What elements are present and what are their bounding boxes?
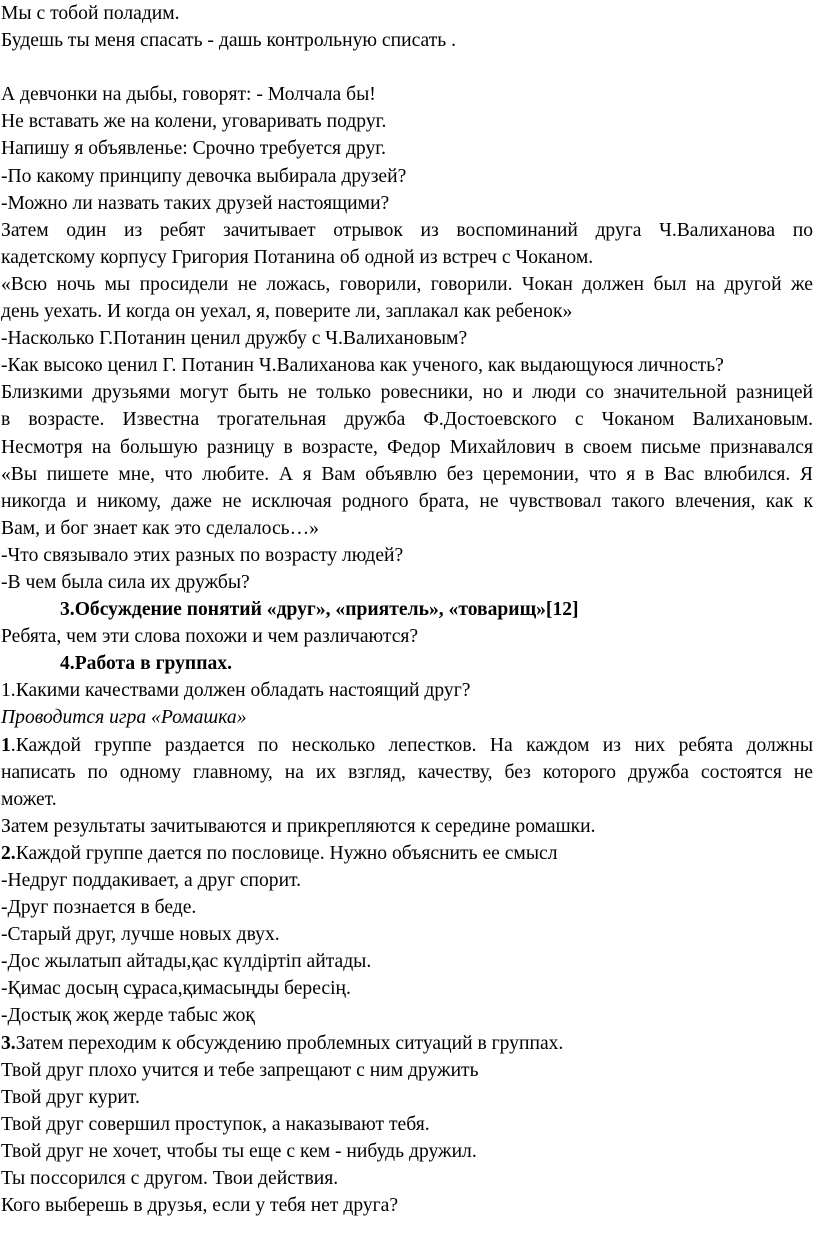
task-line [1,732,813,759]
text-line: в возрасте. Известна трогательная дружба Ф.Достоевского с Чоканом Валихановым. [1,409,813,431]
text-line: Затем результаты зачитываются и прикрепляются к середине ромашки. [1,815,596,837]
situation-line: Ты поссорился с другом. Твои действия. [1,1168,339,1190]
question-line: -Насколько Г.Потанин ценил дружбу с Ч.Валихановым? [1,328,468,350]
question-line: Ребята, чем эти слова похожи и чем различаются? [1,626,419,648]
task-text: .Каждой группе раздается по несколько лепестков. На каждом из них ребята должны [10,734,813,756]
game-title-text: Проводится игра «Ромашка» [1,707,247,729]
quote-line: никогда и никому, даже не исключая родного брата, не чувствовал такого влечения, как к [1,490,813,512]
task-line [1,840,813,867]
text-line: Будешь ты меня спасать - дашь контрольную списать . [1,30,457,52]
section-heading [1,650,813,677]
question-line: -По какому принципу девочка выбирала друзей? [1,165,407,187]
quote-line: Вам, и бог знает как это сделалось…» [1,517,319,539]
situation-line: Твой друг совершил проступок, а наказывают тебя. [1,1113,430,1135]
text-line: Мы с тобой поладим. [1,3,180,24]
task-number: 2. [1,842,16,864]
section-heading-text: 3.Обсуждение понятий «друг», «приятель», «товарищ»[12] [60,599,579,621]
task-number: 3. [1,1032,16,1054]
task-number: 1 [1,734,11,756]
proverb-line: -Друг познается в беде. [1,897,197,919]
situation-line: Твой друг курит. [1,1086,140,1108]
situation-line: Твой друг плохо учится и тебе запрещают с ним дружить [1,1059,479,1081]
text-line: Не вставать же на колени, уговаривать подруг. [1,111,387,133]
game-title [1,704,813,731]
proverb-line: -Недруг поддакивает, а друг спорит. [1,870,302,891]
text-line: А девчонки на дыбы, говорят: - Молчала бы! [1,84,376,106]
text-line: кадетскому корпусу Григория Потанина об одной из встреч с Чоканом. [1,246,594,268]
text-line: Несмотря на большую разницу в возрасте, Федор Михайлович в своем письме признавался [1,436,813,458]
question-line: -Как высоко ценил Г. Потанин Ч.Валиханова как ученого, как выдающуюся личность? [1,355,724,377]
question-line: -Что связывало этих разных по возрасту людей? [1,544,404,566]
question-line: -Можно ли назвать таких друзей настоящими? [1,192,390,214]
text-line: Близкими друзьями могут быть не только ровесники, но и люди со значительной разницей [1,382,813,404]
section-heading [1,596,813,623]
proverb-line: -Старый друг, лучше новых двух. [1,924,280,946]
text-line: может. [1,788,57,810]
proverb-line: -Достық жоқ жерде табыс жоқ [1,1005,255,1027]
text-line: Затем один из ребят зачитывает отрывок из воспоминаний друга Ч.Валиханова по [1,219,813,241]
proverb-line: -Дос жылатып айтады,қас күлдіртіп айтады. [1,951,372,973]
task-text: Затем переходим к обсуждению проблемных ситуаций в группах. [15,1032,564,1054]
proverb-line: -Қимас досың сұраса,қимасыңды бересің. [1,978,351,1000]
situation-line: Кого выберешь в друзья, если у тебя нет друга? [1,1195,399,1217]
text-line: написать по одному главному, на их взгляд, качеству, без которого дружба состоятся не [1,761,813,783]
blank-line [1,54,813,81]
quote-line: «Всю ночь мы просидели не ложась, говорили, говорили. Чокан должен был на другой же [1,273,813,295]
quote-line: день уехать. И когда он уехал, я, поверите ли, заплакал как ребенок» [1,301,573,323]
task-text: Каждой группе дается по пословице. Нужно объяснить ее смысл [15,842,558,864]
quote-line: «Вы пишете мне, что любите. А я Вам объявлю без церемонии, что я в Вас влюбился. Я [1,463,813,485]
task-line [1,1030,813,1057]
situation-line: Твой друг не хочет, чтобы ты еще с кем - нибудь дружил. [1,1140,477,1162]
question-line: 1.Какими качествами должен обладать настоящий друг? [1,680,471,702]
section-heading-text: 4.Работа в группах. [60,653,232,675]
question-line: -В чем была сила их дружбы? [1,571,250,593]
text-line: Напишу я объявленье: Срочно требуется друг. [1,138,386,160]
